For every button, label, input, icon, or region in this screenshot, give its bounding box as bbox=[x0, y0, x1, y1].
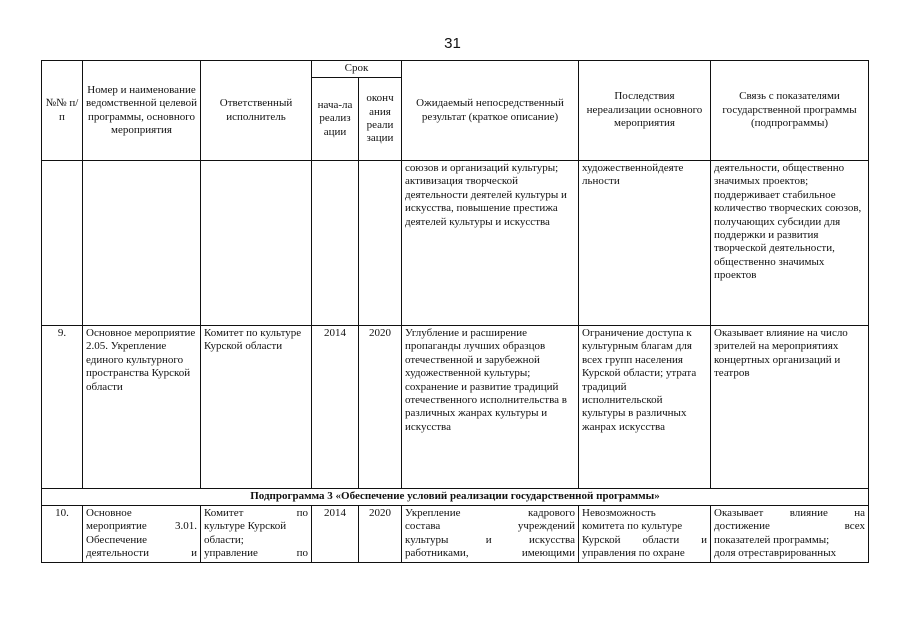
cell-line: области; bbox=[204, 533, 244, 546]
cell-start bbox=[312, 161, 359, 326]
header-link: Связь с показателями государственной программы (подпрограммы) bbox=[711, 61, 869, 161]
cell-line: работниками, имеющими bbox=[405, 547, 575, 560]
cell-line: Курской области и bbox=[582, 533, 707, 546]
cell-link: Оказывает влияние на число зрителей на мероприятиях концертных организаций и театров bbox=[711, 326, 869, 489]
cell-program bbox=[83, 161, 201, 326]
cell-program bbox=[83, 506, 201, 563]
cell-expected: союзов и организаций культуры; активизация творческой деятельности деятелей культуры и искусства, повышение престижа деятелей культуры и искусства bbox=[402, 161, 579, 326]
cell-end: 2020 bbox=[359, 506, 402, 563]
cell-number bbox=[42, 161, 83, 326]
cell-expected: Углубление и расширение пропаганды лучших образцов отечественной и зарубежной художественной культуры; сохранение и развитие традиций отечественного исполнительства в различных жанрах культуры и искусства bbox=[402, 326, 579, 489]
cell-line: Оказывает влияние на bbox=[714, 507, 865, 519]
cell-line: состава учреждений bbox=[405, 520, 575, 533]
cell-line: Укрепление кадрового bbox=[405, 507, 575, 519]
cell-line: культуре Курской bbox=[204, 520, 287, 533]
cell-line: мероприятие 3.01. bbox=[86, 520, 197, 533]
header-expected: Ожидаемый непосредственный результат (краткое описание) bbox=[402, 61, 579, 161]
cell-line: показателей программы; bbox=[714, 533, 830, 546]
cell-expected bbox=[402, 506, 579, 563]
cell-consequences: художественнойдеяте льности bbox=[579, 161, 711, 326]
cell-link: деятельности, общественно значимых проектов; поддерживает стабильное количество творческих союзов, получающих субсидии для поддержки и развития творческой деятельности, общественно значимых проектов bbox=[711, 161, 869, 326]
cell-line: управления по охране bbox=[582, 547, 685, 560]
header-executor: Ответственный исполнитель bbox=[201, 61, 312, 161]
cell-executor bbox=[201, 506, 312, 563]
table-row bbox=[42, 326, 869, 489]
cell-start: 2014 bbox=[312, 506, 359, 563]
cell-line: доля отреставрированных bbox=[714, 547, 837, 560]
cell-line: Комитет по bbox=[204, 507, 308, 519]
section-row bbox=[42, 489, 869, 506]
header-start: нача-ла реализ ации bbox=[312, 78, 359, 161]
cell-program: Основное мероприятие 2.05. Укрепление единого культурного пространства Курской области bbox=[83, 326, 201, 489]
cell-line: комитета по культуре bbox=[582, 520, 683, 533]
cell-executor bbox=[201, 161, 312, 326]
cell-consequences: Ограничение доступа к культурным благам для всех групп населения Курской области; утрата традиций исполнительской культуры в различных жанрах искусства bbox=[579, 326, 711, 489]
header-end: оконч ания реали зации bbox=[359, 78, 402, 161]
cell-link bbox=[711, 506, 869, 563]
header-term: Срок bbox=[312, 61, 402, 78]
header-number: №№ п/п bbox=[42, 61, 83, 161]
table-row bbox=[42, 506, 869, 563]
cell-start: 2014 bbox=[312, 326, 359, 489]
table-row bbox=[42, 161, 869, 326]
cell-line: Невозможность bbox=[582, 507, 656, 519]
measures-table bbox=[41, 60, 869, 563]
header-consequences: Последствия нереализации основного мероприятия bbox=[579, 61, 711, 161]
cell-line: управление по bbox=[204, 547, 308, 560]
cell-number: 9. bbox=[42, 326, 83, 489]
table-header-row bbox=[42, 61, 869, 78]
cell-line: культуры и искусства bbox=[405, 533, 575, 546]
section-title: Подпрограмма 3 «Обеспечение условий реализации государственной программы» bbox=[42, 489, 869, 506]
cell-end bbox=[359, 161, 402, 326]
cell-line: Обеспечение bbox=[86, 533, 147, 546]
header-program: Номер и наименование ведомственной целевой программы, основного мероприятия bbox=[83, 61, 201, 161]
page-number: 31 bbox=[444, 35, 461, 52]
cell-executor: Комитет по культуре Курской области bbox=[201, 326, 312, 489]
cell-consequences bbox=[579, 506, 711, 563]
cell-number: 10. bbox=[42, 506, 83, 563]
cell-line: Основное bbox=[86, 507, 132, 519]
cell-line: деятельности и bbox=[86, 547, 197, 560]
cell-line: достижение всех bbox=[714, 520, 865, 533]
cell-end: 2020 bbox=[359, 326, 402, 489]
